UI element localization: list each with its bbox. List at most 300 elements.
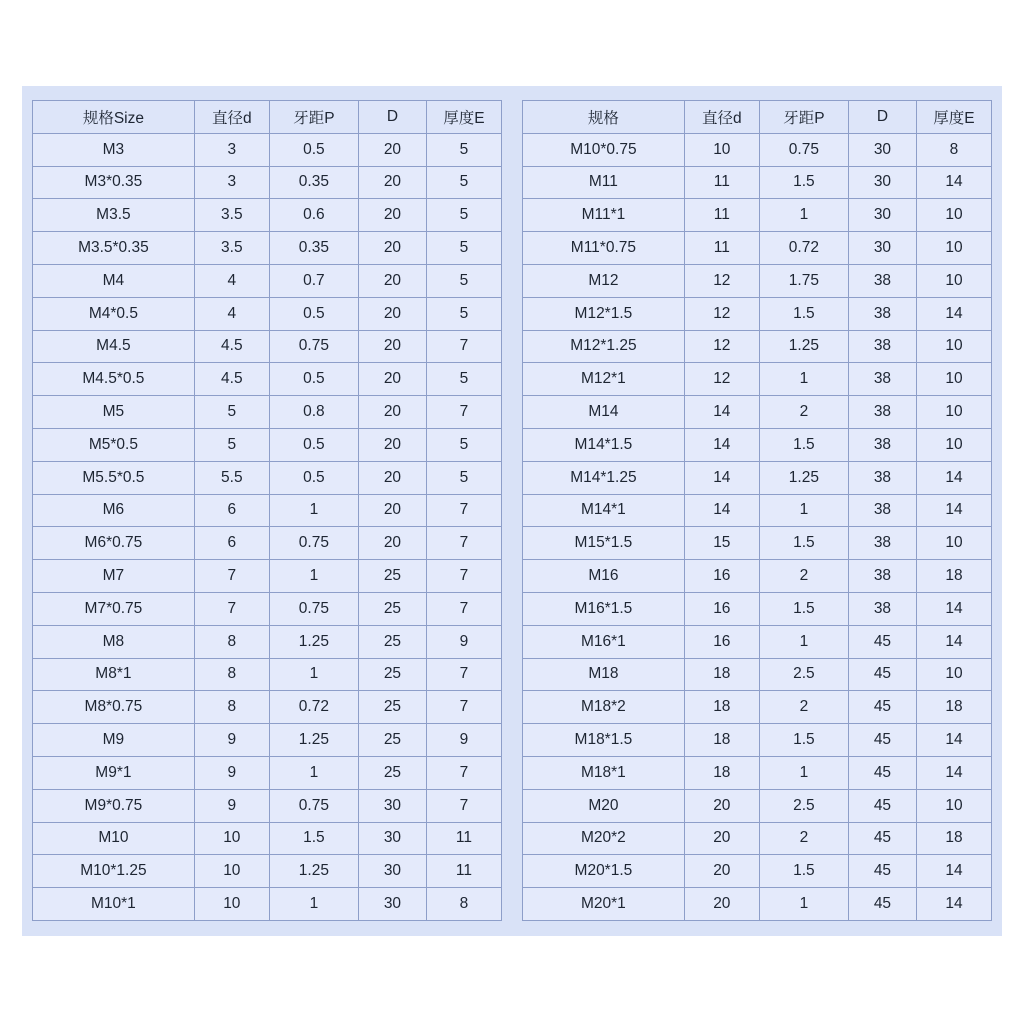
cell-D: 20 <box>358 330 426 363</box>
table-row <box>523 363 992 396</box>
cell-thickness: 14 <box>916 724 991 757</box>
cell-diameter: 14 <box>684 428 759 461</box>
table-row <box>33 396 502 429</box>
cell-thickness: 5 <box>426 199 501 232</box>
header-D: D <box>848 101 916 134</box>
cell-pitch: 0.5 <box>269 297 358 330</box>
cell-diameter: 5 <box>194 428 269 461</box>
cell-pitch: 1 <box>269 658 358 691</box>
cell-thickness: 14 <box>916 625 991 658</box>
cell-D: 20 <box>358 166 426 199</box>
cell-D: 30 <box>358 789 426 822</box>
cell-pitch: 1 <box>759 199 848 232</box>
table-row <box>33 232 502 265</box>
table-row <box>33 428 502 461</box>
cell-size: M11*0.75 <box>523 232 685 265</box>
cell-size: M5.5*0.5 <box>33 461 195 494</box>
cell-D: 20 <box>358 428 426 461</box>
cell-diameter: 12 <box>684 363 759 396</box>
cell-size: M5 <box>33 396 195 429</box>
cell-pitch: 0.75 <box>269 592 358 625</box>
cell-diameter: 18 <box>684 756 759 789</box>
table-row <box>33 789 502 822</box>
cell-pitch: 2.5 <box>759 658 848 691</box>
cell-thickness: 14 <box>916 494 991 527</box>
cell-D: 25 <box>358 756 426 789</box>
cell-thickness: 7 <box>426 658 501 691</box>
cell-diameter: 5 <box>194 396 269 429</box>
cell-diameter: 3.5 <box>194 199 269 232</box>
cell-thickness: 10 <box>916 396 991 429</box>
table-row <box>523 789 992 822</box>
cell-thickness: 5 <box>426 133 501 166</box>
cell-D: 30 <box>358 822 426 855</box>
cell-D: 25 <box>358 592 426 625</box>
header-diameter: 直径d <box>194 101 269 134</box>
cell-size: M3*0.35 <box>33 166 195 199</box>
cell-D: 30 <box>358 888 426 921</box>
table-row <box>33 199 502 232</box>
header-thickness: 厚度E <box>916 101 991 134</box>
cell-diameter: 20 <box>684 789 759 822</box>
cell-size: M10 <box>33 822 195 855</box>
cell-pitch: 1.25 <box>759 461 848 494</box>
table-row <box>523 888 992 921</box>
cell-pitch: 1.5 <box>759 166 848 199</box>
header-pitch: 牙距P <box>759 101 848 134</box>
table-row <box>33 855 502 888</box>
cell-size: M11*1 <box>523 199 685 232</box>
cell-size: M4*0.5 <box>33 297 195 330</box>
cell-diameter: 10 <box>194 855 269 888</box>
cell-pitch: 1.25 <box>269 724 358 757</box>
cell-D: 38 <box>848 592 916 625</box>
table-row <box>523 396 992 429</box>
tables-container <box>22 86 1002 936</box>
cell-diameter: 11 <box>684 232 759 265</box>
cell-thickness: 5 <box>426 461 501 494</box>
cell-size: M18*1 <box>523 756 685 789</box>
cell-diameter: 4 <box>194 264 269 297</box>
cell-thickness: 10 <box>916 428 991 461</box>
cell-pitch: 1.5 <box>759 855 848 888</box>
cell-thickness: 10 <box>916 527 991 560</box>
cell-thickness: 7 <box>426 494 501 527</box>
table-row <box>33 691 502 724</box>
cell-pitch: 0.72 <box>759 232 848 265</box>
cell-diameter: 6 <box>194 494 269 527</box>
cell-pitch: 1.5 <box>269 822 358 855</box>
header-pitch: 牙距P <box>269 101 358 134</box>
cell-D: 38 <box>848 297 916 330</box>
cell-thickness: 10 <box>916 232 991 265</box>
cell-size: M15*1.5 <box>523 527 685 560</box>
cell-diameter: 5.5 <box>194 461 269 494</box>
cell-size: M9 <box>33 724 195 757</box>
cell-pitch: 1 <box>759 888 848 921</box>
cell-pitch: 2 <box>759 822 848 855</box>
cell-size: M6*0.75 <box>33 527 195 560</box>
cell-D: 20 <box>358 494 426 527</box>
table-row <box>33 560 502 593</box>
table-row <box>523 724 992 757</box>
cell-thickness: 10 <box>916 264 991 297</box>
cell-D: 25 <box>358 560 426 593</box>
cell-pitch: 1.5 <box>759 724 848 757</box>
cell-pitch: 1 <box>759 756 848 789</box>
table-row <box>33 592 502 625</box>
table-row <box>523 199 992 232</box>
cell-size: M20 <box>523 789 685 822</box>
cell-D: 30 <box>848 166 916 199</box>
cell-D: 20 <box>358 396 426 429</box>
cell-thickness: 14 <box>916 592 991 625</box>
table-row <box>523 461 992 494</box>
cell-D: 45 <box>848 691 916 724</box>
cell-diameter: 20 <box>684 888 759 921</box>
cell-size: M14*1 <box>523 494 685 527</box>
cell-thickness: 11 <box>426 822 501 855</box>
cell-pitch: 0.75 <box>759 133 848 166</box>
cell-D: 25 <box>358 625 426 658</box>
cell-D: 45 <box>848 724 916 757</box>
cell-size: M12*1.5 <box>523 297 685 330</box>
cell-D: 20 <box>358 363 426 396</box>
cell-pitch: 1 <box>269 888 358 921</box>
cell-diameter: 8 <box>194 625 269 658</box>
cell-size: M7*0.75 <box>33 592 195 625</box>
header-size: 规格 <box>523 101 685 134</box>
cell-size: M8*0.75 <box>33 691 195 724</box>
cell-pitch: 0.7 <box>269 264 358 297</box>
cell-size: M20*1 <box>523 888 685 921</box>
table-row <box>33 888 502 921</box>
cell-thickness: 7 <box>426 592 501 625</box>
cell-pitch: 2 <box>759 560 848 593</box>
cell-size: M12*1.25 <box>523 330 685 363</box>
cell-D: 20 <box>358 527 426 560</box>
cell-diameter: 7 <box>194 592 269 625</box>
cell-pitch: 0.5 <box>269 428 358 461</box>
cell-size: M3.5 <box>33 199 195 232</box>
cell-size: M14 <box>523 396 685 429</box>
cell-diameter: 18 <box>684 658 759 691</box>
cell-diameter: 3.5 <box>194 232 269 265</box>
cell-diameter: 16 <box>684 560 759 593</box>
cell-D: 45 <box>848 625 916 658</box>
table-row <box>523 133 992 166</box>
cell-diameter: 12 <box>684 330 759 363</box>
cell-pitch: 0.75 <box>269 330 358 363</box>
cell-size: M10*1 <box>33 888 195 921</box>
table-row <box>523 855 992 888</box>
left-table-head <box>33 101 502 134</box>
left-spec-table <box>32 100 502 921</box>
cell-size: M9*1 <box>33 756 195 789</box>
table-row <box>33 363 502 396</box>
cell-pitch: 0.35 <box>269 166 358 199</box>
right-spec-table <box>522 100 992 921</box>
cell-D: 20 <box>358 461 426 494</box>
cell-pitch: 2 <box>759 396 848 429</box>
cell-size: M16*1.5 <box>523 592 685 625</box>
cell-thickness: 5 <box>426 232 501 265</box>
cell-pitch: 1.25 <box>269 855 358 888</box>
cell-pitch: 0.72 <box>269 691 358 724</box>
cell-size: M6 <box>33 494 195 527</box>
table-row <box>523 625 992 658</box>
cell-thickness: 10 <box>916 330 991 363</box>
cell-D: 45 <box>848 789 916 822</box>
cell-thickness: 11 <box>426 855 501 888</box>
cell-D: 20 <box>358 297 426 330</box>
cell-pitch: 0.5 <box>269 461 358 494</box>
cell-size: M20*2 <box>523 822 685 855</box>
cell-D: 30 <box>848 232 916 265</box>
cell-thickness: 10 <box>916 658 991 691</box>
cell-size: M10*0.75 <box>523 133 685 166</box>
table-row <box>523 756 992 789</box>
table-row <box>523 166 992 199</box>
cell-diameter: 11 <box>684 199 759 232</box>
cell-thickness: 5 <box>426 264 501 297</box>
table-row <box>33 658 502 691</box>
right-table-wrapper <box>522 100 992 936</box>
cell-diameter: 10 <box>194 888 269 921</box>
cell-size: M9*0.75 <box>33 789 195 822</box>
cell-thickness: 14 <box>916 888 991 921</box>
cell-diameter: 3 <box>194 133 269 166</box>
cell-thickness: 7 <box>426 396 501 429</box>
cell-D: 20 <box>358 232 426 265</box>
cell-pitch: 1.25 <box>759 330 848 363</box>
cell-diameter: 4.5 <box>194 330 269 363</box>
cell-diameter: 12 <box>684 264 759 297</box>
table-row <box>523 428 992 461</box>
cell-diameter: 15 <box>684 527 759 560</box>
cell-D: 20 <box>358 133 426 166</box>
cell-D: 30 <box>848 199 916 232</box>
table-header-row <box>33 101 502 134</box>
cell-diameter: 8 <box>194 691 269 724</box>
cell-D: 30 <box>848 133 916 166</box>
table-row <box>33 724 502 757</box>
cell-diameter: 18 <box>684 691 759 724</box>
cell-pitch: 0.35 <box>269 232 358 265</box>
cell-pitch: 1.5 <box>759 527 848 560</box>
cell-thickness: 18 <box>916 560 991 593</box>
cell-pitch: 1.5 <box>759 592 848 625</box>
cell-D: 45 <box>848 756 916 789</box>
cell-size: M8 <box>33 625 195 658</box>
table-row <box>523 822 992 855</box>
cell-size: M10*1.25 <box>33 855 195 888</box>
cell-D: 38 <box>848 330 916 363</box>
cell-pitch: 1 <box>269 494 358 527</box>
cell-size: M18*1.5 <box>523 724 685 757</box>
table-row <box>33 133 502 166</box>
cell-D: 20 <box>358 199 426 232</box>
cell-diameter: 7 <box>194 560 269 593</box>
header-D: D <box>358 101 426 134</box>
left-table-body <box>33 133 502 920</box>
cell-D: 38 <box>848 264 916 297</box>
cell-D: 38 <box>848 396 916 429</box>
cell-pitch: 0.75 <box>269 527 358 560</box>
cell-diameter: 8 <box>194 658 269 691</box>
cell-thickness: 7 <box>426 691 501 724</box>
cell-pitch: 1 <box>759 494 848 527</box>
cell-diameter: 6 <box>194 527 269 560</box>
table-row <box>33 527 502 560</box>
table-row <box>523 560 992 593</box>
cell-diameter: 18 <box>684 724 759 757</box>
cell-diameter: 10 <box>194 822 269 855</box>
cell-thickness: 5 <box>426 428 501 461</box>
cell-size: M16 <box>523 560 685 593</box>
header-diameter: 直径d <box>684 101 759 134</box>
cell-diameter: 10 <box>684 133 759 166</box>
cell-thickness: 5 <box>426 297 501 330</box>
table-row <box>33 264 502 297</box>
cell-D: 38 <box>848 363 916 396</box>
table-row <box>33 822 502 855</box>
cell-D: 20 <box>358 264 426 297</box>
cell-D: 45 <box>848 888 916 921</box>
spec-panel <box>22 86 1002 936</box>
cell-size: M18*2 <box>523 691 685 724</box>
cell-thickness: 7 <box>426 789 501 822</box>
cell-D: 25 <box>358 658 426 691</box>
header-size: 规格Size <box>33 101 195 134</box>
cell-pitch: 1 <box>269 560 358 593</box>
cell-D: 38 <box>848 560 916 593</box>
cell-pitch: 1.5 <box>759 428 848 461</box>
cell-D: 25 <box>358 691 426 724</box>
cell-D: 38 <box>848 494 916 527</box>
cell-size: M12 <box>523 264 685 297</box>
cell-diameter: 16 <box>684 625 759 658</box>
cell-thickness: 7 <box>426 756 501 789</box>
right-table-body <box>523 133 992 920</box>
table-row <box>523 494 992 527</box>
cell-size: M4.5 <box>33 330 195 363</box>
cell-thickness: 18 <box>916 822 991 855</box>
cell-pitch: 0.5 <box>269 133 358 166</box>
left-table-wrapper <box>32 100 502 936</box>
right-table-head <box>523 101 992 134</box>
table-row <box>523 264 992 297</box>
cell-pitch: 0.6 <box>269 199 358 232</box>
cell-size: M3 <box>33 133 195 166</box>
cell-pitch: 1.75 <box>759 264 848 297</box>
cell-diameter: 4 <box>194 297 269 330</box>
cell-D: 38 <box>848 428 916 461</box>
cell-D: 25 <box>358 724 426 757</box>
cell-D: 45 <box>848 855 916 888</box>
table-row <box>33 297 502 330</box>
cell-diameter: 14 <box>684 396 759 429</box>
cell-D: 30 <box>358 855 426 888</box>
cell-thickness: 14 <box>916 166 991 199</box>
cell-thickness: 5 <box>426 363 501 396</box>
cell-diameter: 9 <box>194 789 269 822</box>
cell-thickness: 7 <box>426 527 501 560</box>
cell-diameter: 20 <box>684 822 759 855</box>
cell-pitch: 0.75 <box>269 789 358 822</box>
cell-pitch: 2.5 <box>759 789 848 822</box>
cell-size: M18 <box>523 658 685 691</box>
cell-diameter: 9 <box>194 724 269 757</box>
table-row <box>523 297 992 330</box>
cell-diameter: 4.5 <box>194 363 269 396</box>
table-row <box>523 232 992 265</box>
table-row <box>523 330 992 363</box>
cell-size: M3.5*0.35 <box>33 232 195 265</box>
cell-diameter: 3 <box>194 166 269 199</box>
cell-diameter: 14 <box>684 461 759 494</box>
cell-pitch: 1 <box>759 363 848 396</box>
cell-size: M7 <box>33 560 195 593</box>
table-row <box>33 330 502 363</box>
cell-size: M12*1 <box>523 363 685 396</box>
table-header-row <box>523 101 992 134</box>
cell-diameter: 11 <box>684 166 759 199</box>
cell-D: 38 <box>848 461 916 494</box>
cell-pitch: 1 <box>759 625 848 658</box>
cell-size: M8*1 <box>33 658 195 691</box>
cell-diameter: 14 <box>684 494 759 527</box>
cell-thickness: 14 <box>916 855 991 888</box>
cell-thickness: 14 <box>916 461 991 494</box>
cell-thickness: 9 <box>426 724 501 757</box>
table-row <box>523 592 992 625</box>
table-row <box>523 527 992 560</box>
cell-thickness: 7 <box>426 330 501 363</box>
cell-size: M4.5*0.5 <box>33 363 195 396</box>
table-row <box>33 756 502 789</box>
cell-pitch: 0.5 <box>269 363 358 396</box>
cell-thickness: 10 <box>916 789 991 822</box>
cell-thickness: 10 <box>916 363 991 396</box>
cell-size: M5*0.5 <box>33 428 195 461</box>
cell-size: M16*1 <box>523 625 685 658</box>
cell-size: M4 <box>33 264 195 297</box>
cell-pitch: 0.8 <box>269 396 358 429</box>
cell-thickness: 7 <box>426 560 501 593</box>
cell-size: M14*1.25 <box>523 461 685 494</box>
table-row <box>33 625 502 658</box>
cell-pitch: 1 <box>269 756 358 789</box>
cell-size: M14*1.5 <box>523 428 685 461</box>
cell-thickness: 18 <box>916 691 991 724</box>
cell-diameter: 9 <box>194 756 269 789</box>
cell-thickness: 14 <box>916 756 991 789</box>
cell-thickness: 8 <box>426 888 501 921</box>
header-thickness: 厚度E <box>426 101 501 134</box>
cell-size: M11 <box>523 166 685 199</box>
cell-diameter: 20 <box>684 855 759 888</box>
table-row <box>523 658 992 691</box>
cell-D: 38 <box>848 527 916 560</box>
cell-thickness: 5 <box>426 166 501 199</box>
cell-thickness: 14 <box>916 297 991 330</box>
table-row <box>33 494 502 527</box>
cell-size: M20*1.5 <box>523 855 685 888</box>
cell-thickness: 9 <box>426 625 501 658</box>
cell-diameter: 16 <box>684 592 759 625</box>
cell-thickness: 8 <box>916 133 991 166</box>
